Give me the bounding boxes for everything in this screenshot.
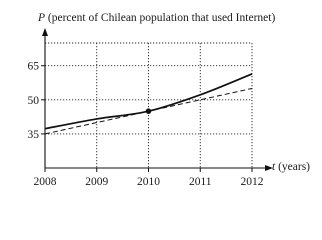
x-tick-label-2008: 2008: [33, 176, 57, 188]
y-tick-label-50: 50: [27, 94, 39, 107]
x-tick-label-2010: 2010: [137, 176, 160, 188]
grid: [45, 43, 252, 168]
y-tick-label-65: 65: [27, 60, 39, 73]
x-axis-title: [272, 161, 310, 173]
y-axis-arrowhead: [42, 28, 48, 36]
x-axis-label-text: (years): [275, 161, 311, 173]
y-axis-label-text: (percent of Chilean population that used Internet): [45, 12, 276, 24]
highlight-point: [146, 108, 152, 114]
y-tick-label-35: 35: [27, 128, 39, 141]
x-tick-label-2012: 2012: [240, 176, 264, 188]
y-axis-title: [37, 12, 275, 24]
y-axis-variable: P: [38, 12, 46, 24]
x-axis-variable: t: [272, 161, 276, 173]
axes: [42, 28, 273, 171]
x-tick-label-2009: 2009: [85, 176, 109, 188]
x-tick-label-2011: 2011: [188, 176, 212, 188]
